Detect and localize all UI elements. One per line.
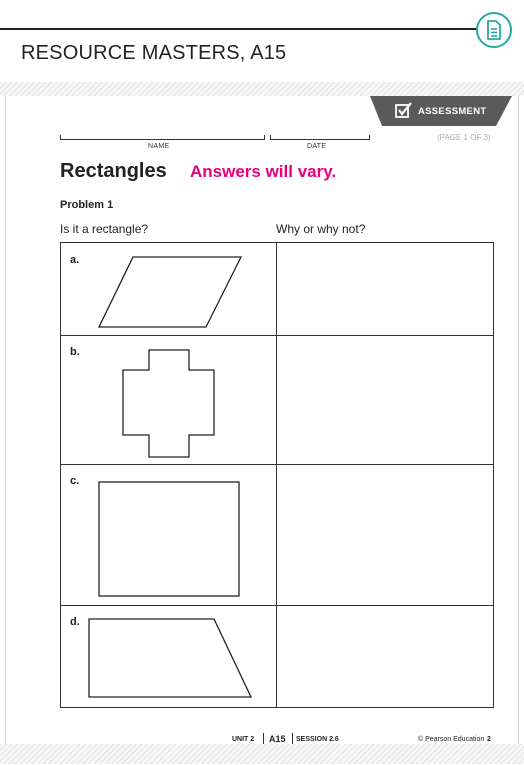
plus-shape bbox=[61, 336, 278, 466]
name-label: NAME bbox=[148, 143, 170, 150]
table-row-d-shape-cell bbox=[60, 605, 277, 708]
footer-page-number: 2 bbox=[487, 736, 491, 743]
date-label: DATE bbox=[307, 143, 327, 150]
app-header bbox=[0, 0, 524, 80]
name-field-tick-left bbox=[60, 135, 61, 139]
column-header-shape: Is it a rectangle? bbox=[60, 222, 149, 236]
row-label-a: a. bbox=[70, 254, 80, 266]
assessment-label: ASSESSMENT bbox=[418, 106, 487, 117]
date-field[interactable] bbox=[270, 139, 370, 140]
table-row-a-reason-cell[interactable] bbox=[276, 242, 494, 336]
table-row-d-reason-cell[interactable] bbox=[276, 605, 494, 708]
date-field-tick-left bbox=[270, 135, 271, 139]
checkbox-icon bbox=[395, 102, 413, 118]
answer-note: Answers will vary. bbox=[190, 162, 337, 181]
document-icon bbox=[486, 20, 502, 40]
table-row-b-reason-cell[interactable] bbox=[276, 335, 494, 465]
footer-unit: UNIT 2 bbox=[232, 736, 255, 743]
name-field-tick-right bbox=[264, 135, 265, 139]
header-divider bbox=[0, 28, 486, 30]
name-field[interactable] bbox=[60, 139, 265, 140]
table-row-c-shape-cell bbox=[60, 464, 277, 606]
footer-session: SESSION 2.6 bbox=[296, 736, 339, 743]
footer-copyright: © Pearson Education bbox=[418, 736, 485, 743]
table-row-c-reason-cell[interactable] bbox=[276, 464, 494, 606]
table-row-a-shape-cell bbox=[60, 242, 277, 336]
rectangle-shape bbox=[61, 465, 278, 607]
row-label-c: c. bbox=[70, 475, 80, 487]
trapezoid-shape bbox=[61, 606, 278, 709]
date-field-tick-right bbox=[369, 135, 370, 139]
answer-table bbox=[60, 242, 494, 708]
parallelogram-shape bbox=[61, 243, 278, 337]
page-title: RESOURCE MASTERS, A15 bbox=[21, 42, 287, 64]
top-hatch-band bbox=[0, 82, 524, 96]
footer-master: A15 bbox=[269, 734, 286, 744]
row-label-b: b. bbox=[70, 346, 80, 358]
column-header-reason: Why or why not? bbox=[276, 222, 366, 236]
page-counter: (PAGE 1 OF 3) bbox=[437, 133, 491, 142]
worksheet-title: Rectangles bbox=[60, 160, 167, 182]
document-icon-button[interactable] bbox=[476, 12, 512, 48]
row-label-d: d. bbox=[70, 616, 80, 628]
problem-heading: Problem 1 bbox=[60, 199, 114, 211]
table-row-b-shape-cell bbox=[60, 335, 277, 465]
bottom-hatch-band bbox=[0, 744, 524, 764]
right-margin-line bbox=[518, 96, 519, 744]
left-margin-line bbox=[5, 96, 6, 744]
